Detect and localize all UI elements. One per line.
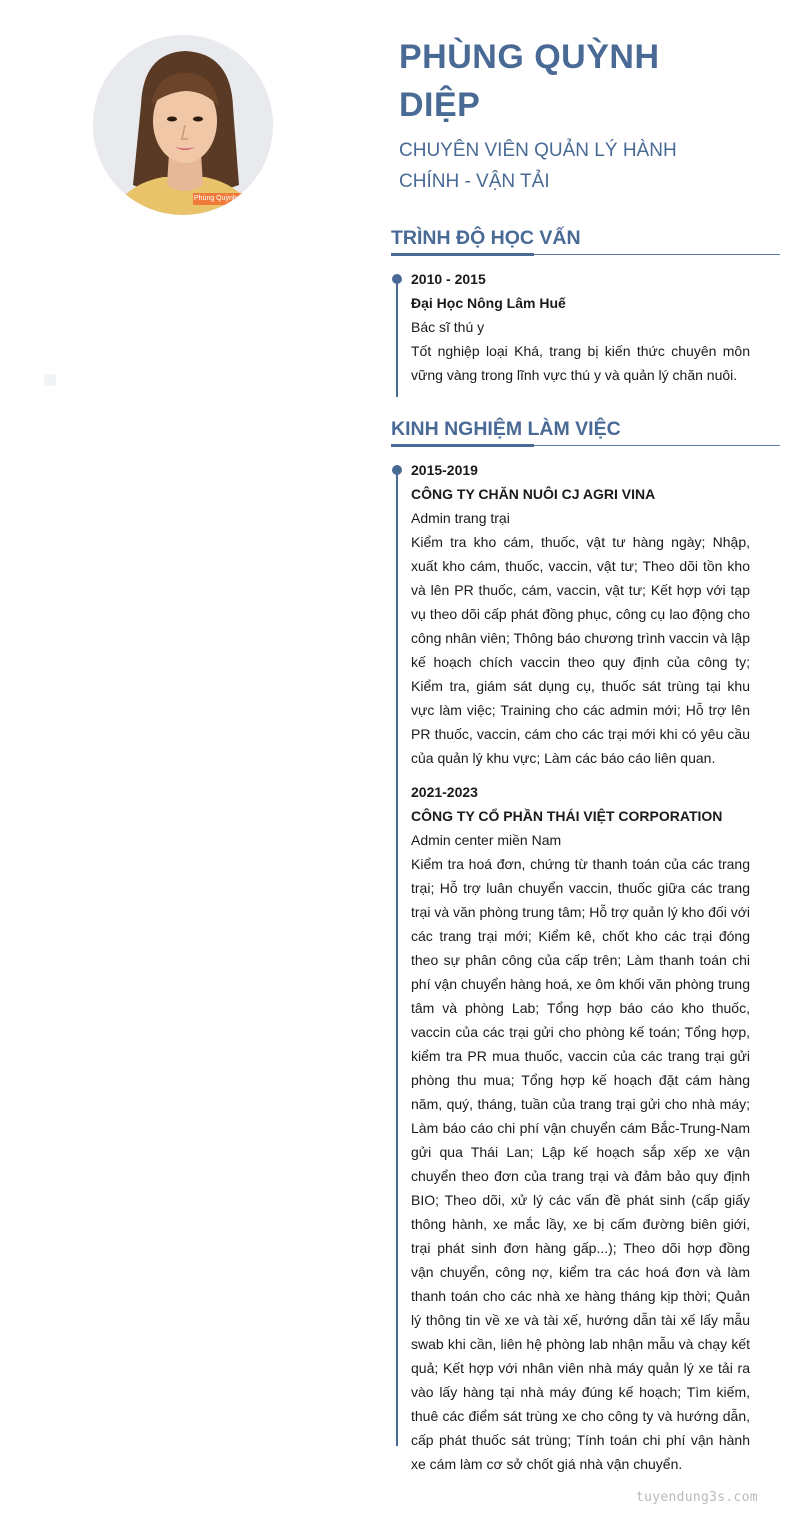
experience-entry xyxy=(411,780,750,1476)
experience-entry xyxy=(411,458,750,770)
education-entry xyxy=(411,267,750,387)
portrait-illustration xyxy=(93,35,273,215)
education-section-heading xyxy=(391,225,780,255)
education-period: 2010 - 2015 xyxy=(411,271,486,287)
experience-timeline-line xyxy=(396,468,398,1446)
experience-role: Admin center miền Nam xyxy=(411,832,562,848)
faint-mark xyxy=(44,374,56,386)
experience-company: CÔNG TY CỔ PHẦN THÁI VIỆT CORPORATION xyxy=(411,808,723,824)
education-school: Đại Học Nông Lâm Huế xyxy=(411,295,566,311)
timeline-dot-icon xyxy=(392,274,402,284)
experience-description: Kiểm tra kho cám, thuốc, vật tư hàng ngày; Nhập, xuất kho cám, thuốc, vaccin, vật tư; Theo dõi tồn kho và lên PR thuốc, cám, vaccin, vật tư; Kết hợp với tạp vụ theo dõi cấp phát đồng phục, công cụ lao động cho công nhân viên; Thông báo chương trình vaccin và lập kế hoạch chích vaccin theo quy định của công ty; Kiểm tra, giám sát dụng cụ, thuốc sát trùng tại khu vực làm việc; Training cho các admin mới; Hỗ trợ lên PR thuốc, vaccin, cám cho các trại mới khi có yêu cầu của quản lý khu vực; Làm các báo cáo liên quan. xyxy=(411,534,750,766)
experience-heading-label: KINH NGHIỆM LÀM VIỆC xyxy=(391,418,621,440)
heading-accent-bar xyxy=(391,253,534,256)
education-heading-label: TRÌNH ĐỘ HỌC VẤN xyxy=(391,227,581,249)
experience-description: Kiểm tra hoá đơn, chứng từ thanh toán của các trang trại; Hỗ trợ luân chuyển vaccin, thuốc giữa các trang trại và văn phòng trung tâm; Hỗ trợ quản lý kho đối với các trang trại mới; Kiểm kê, chốt kho các trại đóng theo sự phân công của cấp trên; Làm thanh toán chi phí vận chuyển hàng hoá, xe ôm khối văn phòng trung tâm và phòng Lab; Tổng hợp báo cáo kho thuốc, vaccin của các trại gửi cho phòng kế toán; Tổng hợp, kiểm tra PR mua thuốc, vaccin của các trang trại gửi phòng thu mua; Tổng hợp kế hoạch đặt cám hàng năm, quý, tháng, tuần của trang trại gửi cho nhà máy; Làm báo cáo chi phí vận chuyển cám Bắc-Trung-Nam gửi qua Thái Lan; Lập kế hoạch sắp xếp xe vận chuyển theo đơn của trang trại và đảm bảo quy định BIO; Theo dõi, xử lý các vấn đề phát sinh (cấp giấy thông hành, xe mắc lầy, xe bị cấm đường biên giới, trại phát sinh đơn hàng gấp...); Theo dõi hợp đồng vận chuyển, công nợ, kiểm tra các hoá đơn và làm thanh toán cho các nhà xe hàng tháng kịp thời; Quản lý thông tin về xe và tài xế, hướng dẫn tài xế lấy mẫu swab khi cần, liên hệ phòng lab nhận mẫu và chạy kết quả; Kết hợp với nhân viên nhà máy quản lý xe tải ra vào lấy hàng tại nhà máy đúng kế hoạch; Tìm kiếm, thuê các điểm sát trùng xe cho công ty và hướng dẫn, cấp phát thuốc sát trùng; Tính toán chi phí vận hành xe cám làm cơ sở chốt giá nhà vận chuyển. xyxy=(411,856,750,1472)
candidate-name: PHÙNG QUỲNH DIỆP xyxy=(399,38,660,124)
candidate-title: CHUYÊN VIÊN QUẢN LÝ HÀNH CHÍNH - VẬN TẢI xyxy=(399,140,677,192)
photo-caption: Phùng Quỳnh Diệp xyxy=(194,195,254,202)
experience-role: Admin trang trại xyxy=(411,510,510,526)
heading-accent-bar xyxy=(391,444,534,447)
education-description: Tốt nghiệp loại Khá, trang bị kiến thức chuyên môn vững vàng trong lĩnh vực thú y và quản lý chăn nuôi. xyxy=(411,343,750,383)
experience-section-heading xyxy=(391,416,780,446)
experience-period: 2015-2019 xyxy=(411,462,478,478)
experience-company: CÔNG TY CHĂN NUÔI CJ AGRI VINA xyxy=(411,486,656,502)
profile-photo xyxy=(93,35,273,215)
education-major: Bác sĩ thú y xyxy=(411,319,485,335)
education-timeline-line xyxy=(396,277,398,397)
timeline-dot-icon xyxy=(392,465,402,475)
experience-period: 2021-2023 xyxy=(411,784,478,800)
site-watermark: tuyendung3s.com xyxy=(636,1490,758,1505)
